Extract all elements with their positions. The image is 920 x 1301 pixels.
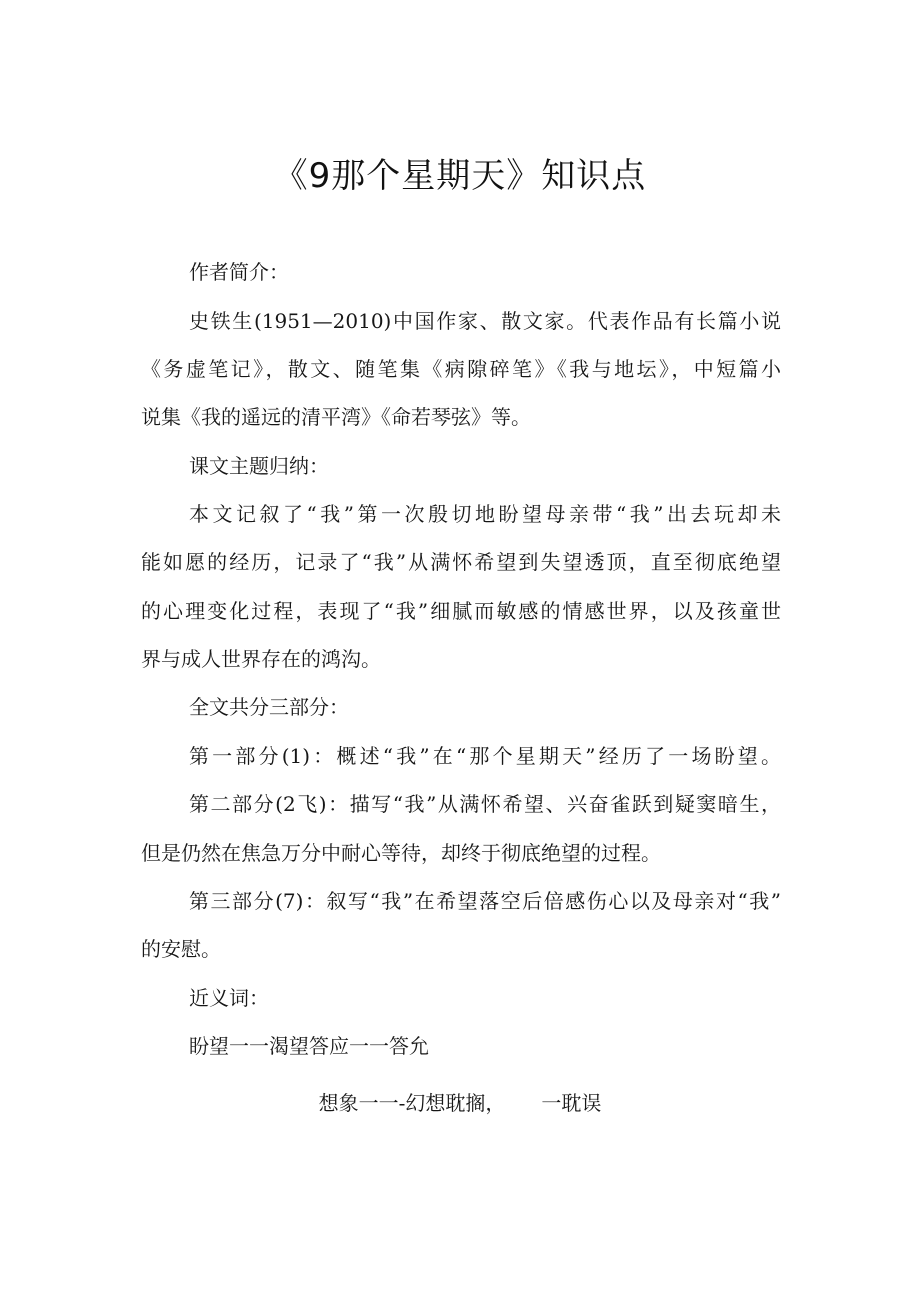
author-text-line-2: 《务虚笔记》，散文、随笔集《病隙碎笔》《我与地坛》，中短篇小 <box>141 357 781 381</box>
synonyms-line-1: 盼望一一渴望答应一一答允 <box>189 1034 429 1058</box>
document-title: 《9那个星期天》知识点 <box>273 156 647 196</box>
author-text-line-1: 史铁生(1951—2010)中国作家、散文家。代表作品有长篇小说 <box>189 309 781 333</box>
synonyms-heading: 近义词： <box>189 986 269 1010</box>
theme-text-line-1: 本文记叙了“我”第一次殷切地盼望母亲带“我”出去玩却未 <box>189 502 781 526</box>
synonyms-line-2-part-a: 想象一一-幻想耽搁， <box>318 1091 506 1115</box>
part-two-line-1: 第二部分(2飞)：描写“我”从满怀希望、兴奋雀跃到疑窦暗生， <box>189 792 781 816</box>
synonyms-line-2-part-b: 一耽误 <box>541 1091 602 1115</box>
structure-heading: 全文共分三部分： <box>189 695 349 719</box>
theme-text-line-4: 界与成人世界存在的鸿沟。 <box>141 647 381 671</box>
theme-heading: 课文主题归纳： <box>189 454 329 478</box>
part-two-line-2: 但是仍然在焦急万分中耐心等待，却终于彻底绝望的过程。 <box>141 841 661 865</box>
synonyms-line-2 <box>0 1088 920 1118</box>
author-heading: 作者简介： <box>189 260 289 284</box>
author-text-line-3: 说集《我的遥远的清平湾》《命若琴弦》等。 <box>141 405 531 429</box>
part-one: 第一部分(1)：概述“我”在“那个星期天”经历了一场盼望。 <box>189 744 781 768</box>
theme-text-line-3: 的心理变化过程，表现了“我”细腻而敏感的情感世界，以及孩童世 <box>141 599 781 623</box>
part-three-line-2: 的安慰。 <box>141 937 221 961</box>
part-three-line-1: 第三部分(7)：叙写“我”在希望落空后倍感伤心以及母亲对“我” <box>189 889 781 913</box>
theme-text-line-2: 能如愿的经历，记录了“我”从满怀希望到失望透顶，直至彻底绝望 <box>141 550 781 574</box>
